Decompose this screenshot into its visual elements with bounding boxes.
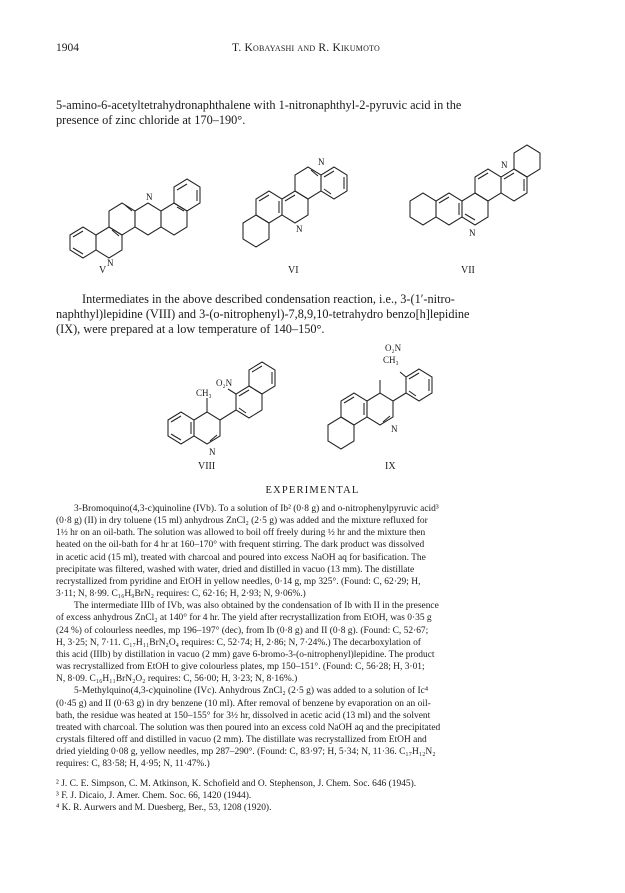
exp-line: precipitate was filtered, washed with water, dried and distilled in vacuo (13 mm). The distillate	[56, 564, 415, 575]
exp-line: The intermediate IIIb of IVb, was also obtained by the condensation of Ib with II in the presence	[74, 601, 439, 612]
running-title: T. Kobayashi and R. Kikumoto	[232, 42, 380, 54]
exp-line: bath, the residue was heated at 150–155° for 3½ hr, dissolved in acetic acid (13 ml) and the solvent	[56, 710, 431, 721]
structure-ix-n-label: N	[391, 424, 398, 434]
label-viii: VIII	[198, 461, 216, 472]
label-vii: VII	[461, 265, 475, 276]
exp-line: (24 %) of colourless needles, mp 196–197° (dec), from Ib (0·8 g) and II (0·8 g). (Found: C, 52·67;	[56, 625, 429, 636]
exp-line: 3-Bromoquino(4,3-c)quinoline (IVb). To a solution of Ib² (0·8 g) and o-nitrophenylpyruvic acid³	[74, 504, 439, 514]
exp-line: heated on the oil-bath for 4 hr at 160–170° with frequent stirring. The dark product was dissolved	[56, 540, 425, 551]
footnote-4: ⁴ K. R. Aurwers and M. Duesberg, Ber., 53, 1208 (1920).	[56, 803, 272, 814]
structure-viii-n-label: N	[209, 447, 216, 457]
exp-line: in acetic acid (15 ml), treated with charcoal and poured into excess NaOH aq for basification. The	[56, 552, 426, 563]
ix-nitro-label: O₂N	[385, 343, 402, 353]
exp-line: (0·8 g) (II) in dry toluene (15 ml) anhydrous ZnCl₂ (2·5 g) was added and the mixture refluxed for	[56, 516, 428, 527]
ix-methyl-label: CH₃	[383, 355, 399, 365]
exp-line: this acid (IIIb) by distillation in vacuo (2 mm) gave 6-bromo-3-(o-nitrophenyl)lepidine. The product	[56, 649, 435, 660]
structure-vi-n-label-top: N	[318, 157, 325, 167]
structure-vii-n-label-bottom: N	[469, 228, 476, 238]
exp-line: recrystallized from pyridine and EtOH in yellow needles, 0·14 g, mp 325°. (Found: C, 62·29; H,	[56, 576, 421, 587]
intermediates-line-3: (IX), were prepared at a low temperature of 140–150°.	[56, 322, 325, 336]
exp-line: requires: C, 83·58; H, 4·95; N, 11·47%.)	[56, 759, 210, 770]
exp-line: 5-Methylquino(4,3-c)quinoline (IVc). Anhydrous ZnCl₂ (2·5 g) was added to a solution of Ic⁴	[74, 686, 429, 697]
viii-methyl-label: CH₃	[196, 388, 212, 398]
exp-line: crystals filtered off and distilled in vacuo (2 mm). The distillate was recrystallized from EtOH and	[56, 734, 427, 745]
exp-line: treated with charcoal. The solution was then poured into an excess cold NaOH aq and the precipitated	[56, 722, 441, 733]
page-number: 1904	[56, 42, 79, 54]
exp-line: 3·11; N, 8·99. C₁₆H₉BrN₂ requires: C, 62·16; H, 2·93; N, 9·06%.)	[56, 589, 306, 600]
exp-line: (0·45 g) and II (0·63 g) in dry benzene (10 ml). After removal of benzene by evaporation on an oil-	[56, 698, 431, 709]
exp-line: dried yielding 0·08 g, yellow needles, mp 287–290°. (Found: C, 83·97; H, 5·34; N, 11·36. C₁₇H₁₂N₂	[56, 747, 436, 758]
footnote-2: ² J. C. E. Simpson, C. M. Atkinson, K. Schofield and O. Stephenson, J. Chem. Soc. 646 (1945).	[56, 779, 417, 789]
structure-v-n-label: N	[146, 192, 153, 202]
intro-line-1: 5-amino-6-acetyltetrahydronaphthalene with 1-nitronaphthyl-2-pyruvic acid in the	[56, 98, 462, 112]
label-vi: VI	[288, 265, 299, 276]
viii-nitro-label: O₂N	[216, 378, 233, 388]
exp-line: was recrystallized from EtOH to give colourless plates, mp 150–151°. (Found: C, 56·28; H, 3·01;	[56, 662, 425, 673]
experimental-heading: EXPERIMENTAL	[265, 485, 360, 496]
structure-vi-n-label-bottom: N	[296, 224, 303, 234]
intermediates-line-1: Intermediates in the above described condensation reaction, i.e., 3-(1′-nitro-	[82, 292, 455, 306]
experimental-body	[56, 503, 578, 770]
exp-line: H, 3·25; N, 7·11. C₁₇H₁₁BrN₂O₄ requires: C, 52·74; H, 2·86; N, 7·24%.) The decarboxylation of	[56, 637, 421, 648]
structure-v-drawing	[70, 179, 200, 258]
intro-line-2: presence of zinc chloride at 170–190°.	[56, 113, 246, 127]
structure-vii-n-label-top: N	[501, 160, 508, 170]
intermediates-line-2: naphthyl)lepidine (VIII) and 3-(o-nitrophenyl)-7,8,9,10-tetrahydro benzo[h]lepidine	[56, 307, 470, 321]
exp-line: 1½ hr on an oil-bath. The solution was allowed to boil off freely during ½ hr and the mixture then	[56, 528, 426, 539]
structure-v-n-label-2: N	[107, 258, 114, 268]
footnote-3: ³ F. J. Dicaio, J. Amer. Chem. Soc. 66, 1420 (1944).	[56, 791, 252, 802]
exp-line: N, 8·09. C₁₆H₁₁BrN₂O₂ requires: C, 56·00; H, 3·23; N, 8·16%.)	[56, 674, 298, 685]
label-ix: IX	[385, 461, 396, 472]
exp-line: of excess anhydrous ZnCl₂ at 140° for 4 hr. The yield after recrystallization from EtOH, was 0·35 g	[56, 613, 432, 624]
label-v: V	[99, 265, 107, 276]
footnotes	[56, 778, 578, 814]
